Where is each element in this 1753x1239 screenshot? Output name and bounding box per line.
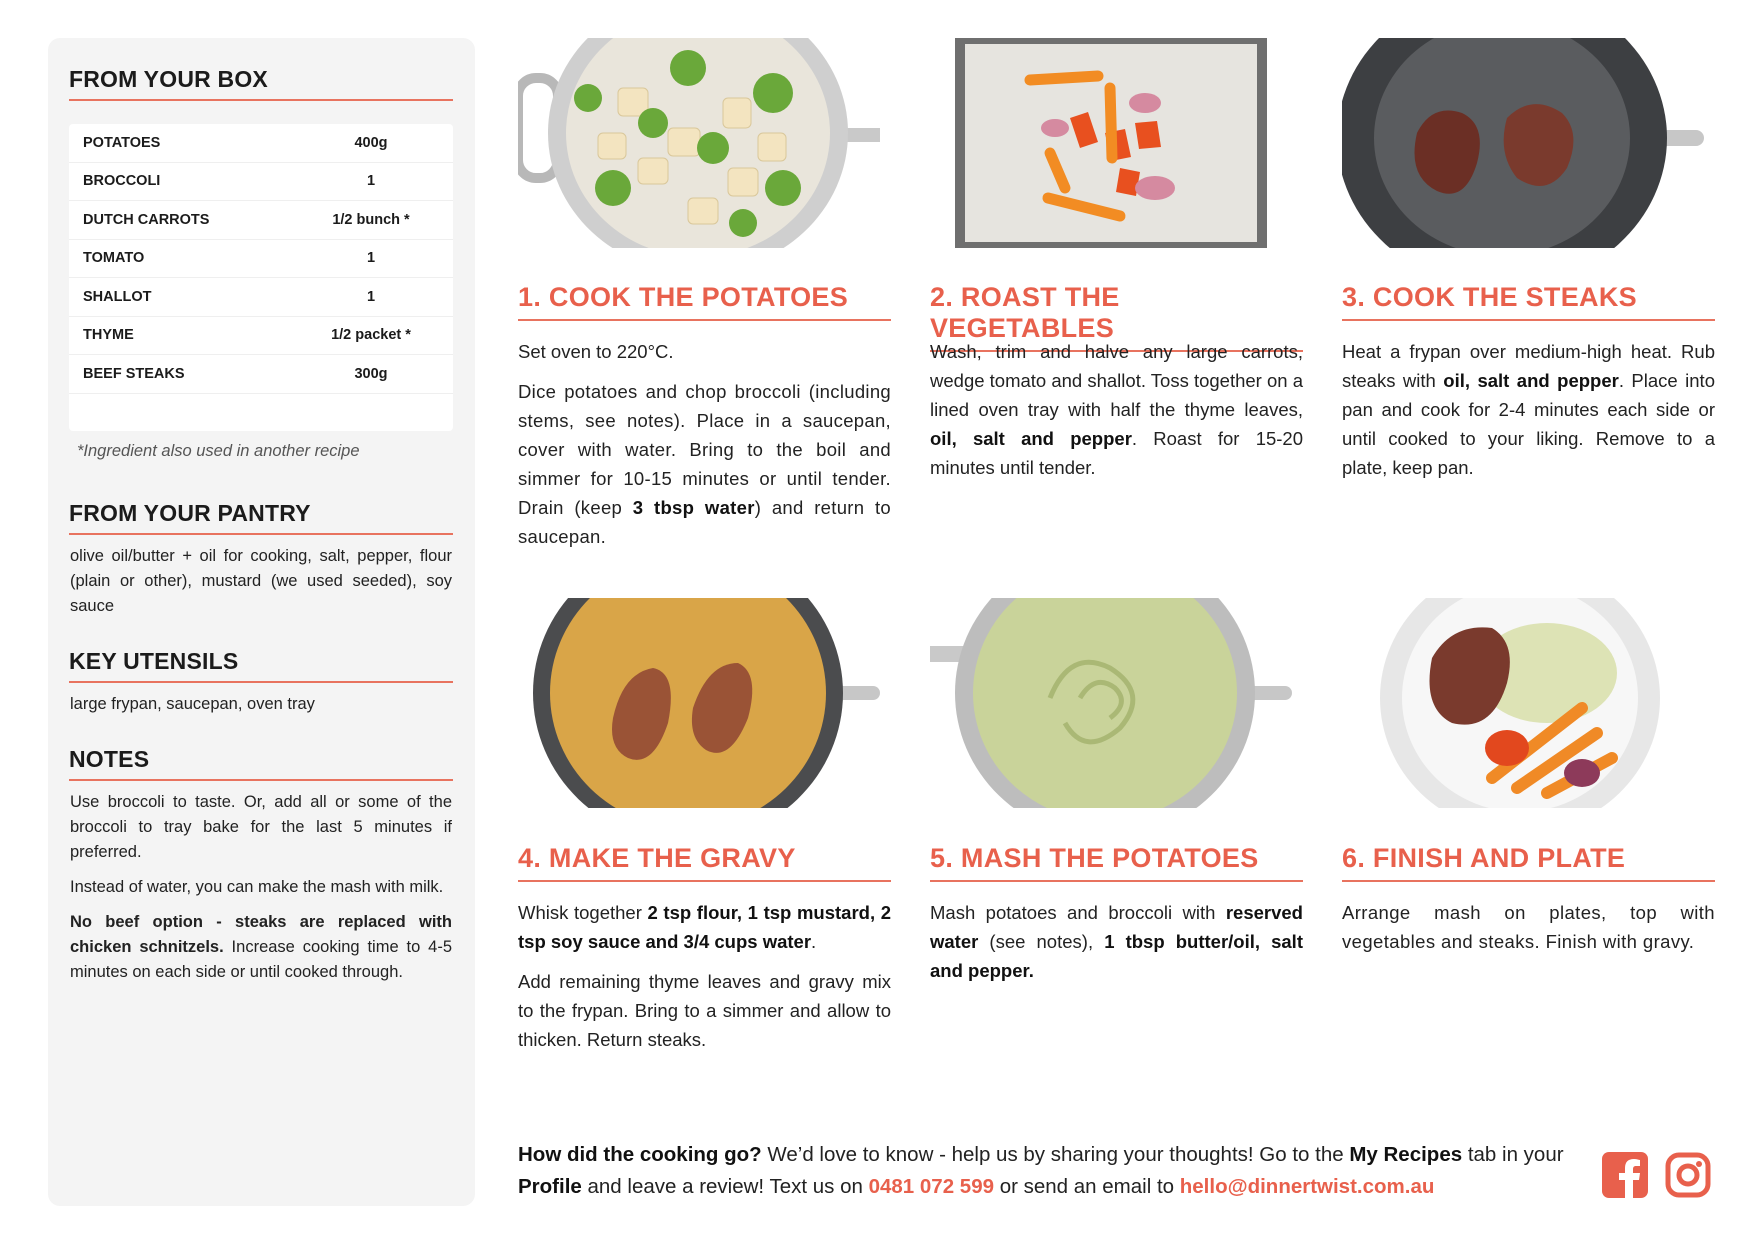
my-recipes-label: My Recipes xyxy=(1349,1143,1463,1166)
ingredient-row xyxy=(69,317,453,356)
ingredient-qty: 300g xyxy=(354,365,388,382)
step-text: (see notes), xyxy=(978,931,1105,952)
from-your-box-heading: FROM YOUR BOX xyxy=(69,66,453,101)
step-text: Mash potatoes and broccoli with xyxy=(930,902,1226,923)
ingredient-qty: 1 xyxy=(366,250,376,267)
step-text: Wash, trim and halve any large carrots, wedge tomato and shallot. Toss together on a lined oven tray with half the thyme leaves, xyxy=(930,341,1303,420)
step-1-body xyxy=(518,337,891,562)
utensils-text: large frypan, saucepan, oven tray xyxy=(70,695,315,713)
ingredient-name: THYME xyxy=(83,327,134,344)
step-bold: 1 tbsp butter/oil, salt and pepper. xyxy=(930,931,1303,981)
notes-text xyxy=(70,790,452,995)
ingredient-row xyxy=(69,124,453,163)
footer-text: We’d love to know - help us by sharing your thoughts! Go to the xyxy=(761,1143,1350,1166)
step-3-paragraph xyxy=(1342,337,1715,482)
ingredient-name: BROCCOLI xyxy=(83,173,161,190)
step-6-paragraph: Arrange mash on plates, top with vegetables and steaks. Finish with gravy. xyxy=(1342,902,1715,952)
footer-text: and leave a review! Text us on xyxy=(581,1175,869,1198)
step-5-body xyxy=(930,898,1303,996)
step-2-photo xyxy=(930,38,1292,248)
step-text: ) and return to saucepan. xyxy=(518,497,892,547)
step-1-photo xyxy=(518,38,880,248)
step-text: . Roast for 15-20 minutes until tender. xyxy=(930,428,1304,478)
ingredient-qty: 1/2 packet * xyxy=(331,327,411,344)
ingredients-table xyxy=(69,124,453,431)
step-5-photo xyxy=(930,598,1292,808)
ingredient-note: *Ingredient also used in another recipe xyxy=(77,442,360,460)
ingredient-row xyxy=(69,163,453,202)
ingredient-row xyxy=(69,278,453,317)
step-4-body xyxy=(518,898,891,1065)
ingredient-qty: 1 xyxy=(366,288,376,305)
profile-label: Profile xyxy=(518,1175,582,1198)
step-3-body xyxy=(1342,337,1715,493)
ingredient-name: POTATOES xyxy=(83,134,161,151)
step-5-title: 5. MASH THE POTATOES xyxy=(930,843,1303,882)
ingredient-name: DUTCH CARROTS xyxy=(83,211,210,228)
footer-text: or send an email to xyxy=(994,1175,1180,1198)
note-paragraph: Instead of water, you can make the mash with milk. xyxy=(70,878,444,896)
step-1-paragraph: Set oven to 220°C. xyxy=(518,341,674,362)
note-paragraph: Use broccoli to taste. Or, add all or some of the broccoli to tray bake for the last 5 minutes if preferred. xyxy=(70,793,452,861)
step-text: Whisk together xyxy=(518,902,648,923)
step-bold: 3 tbsp water xyxy=(632,497,755,518)
step-text: . Place into pan and cook for 2-4 minutes each side or until cooked to your liking. Remove to a plate, keep pan. xyxy=(1342,370,1715,478)
ingredient-row xyxy=(69,201,453,240)
step-4-paragraph xyxy=(518,898,891,956)
step-6-title: 6. FINISH AND PLATE xyxy=(1342,843,1715,882)
facebook-icon[interactable] xyxy=(1602,1152,1648,1198)
footer-text: tab in your xyxy=(1462,1143,1564,1166)
footer-question: How did the cooking go? xyxy=(518,1143,762,1166)
ingredient-qty: 400g xyxy=(354,134,388,151)
step-1-title: 1. COOK THE POTATOES xyxy=(518,282,891,321)
step-2-paragraph xyxy=(930,337,1303,482)
ingredient-row xyxy=(69,355,453,394)
utensils-heading: KEY UTENSILS xyxy=(69,648,453,683)
ingredient-name: TOMATO xyxy=(83,250,145,267)
step-4-title: 4. MAKE THE GRAVY xyxy=(518,843,891,882)
step-text: Dice potatoes and chop broccoli (including stems, see notes). Place in a saucepan, cover with water. Bring to the boil and simmer for 10-15 minutes or until tender. Drain (keep xyxy=(518,381,891,518)
pantry-heading: FROM YOUR PANTRY xyxy=(69,500,453,535)
feedback-footer xyxy=(518,1139,1578,1203)
ingredient-qty: 1/2 bunch * xyxy=(332,211,410,228)
pantry-text: olive oil/butter + oil for cooking, salt, pepper, flour (plain or other), mustard (we used seeded), soy sauce xyxy=(70,547,452,615)
step-bold: reserved water xyxy=(930,902,1303,952)
ingredient-name: BEEF STEAKS xyxy=(83,365,185,382)
step-6-body xyxy=(1342,898,1715,967)
ingredient-name: SHALLOT xyxy=(83,288,152,305)
step-bold: oil, salt and pepper xyxy=(930,428,1132,449)
step-bold: oil, salt and pepper xyxy=(1443,370,1619,391)
ingredient-row xyxy=(69,240,453,279)
ingredient-qty: 1 xyxy=(366,173,376,190)
step-2-body xyxy=(930,337,1303,493)
email-link[interactable]: hello@dinnertwist.com.au xyxy=(1179,1175,1435,1198)
note-paragraph xyxy=(70,910,452,985)
instagram-icon[interactable] xyxy=(1665,1152,1711,1198)
step-4-paragraph: Add remaining thyme leaves and gravy mix to the frypan. Bring to a simmer and allow to thicken. Return steaks. xyxy=(518,971,891,1050)
step-bold: 2 tsp flour, 1 tsp mustard, 2 tsp soy sauce and 3/4 cups water xyxy=(518,902,891,952)
step-5-paragraph xyxy=(930,898,1303,985)
step-text: Heat a frypan over medium-high heat. Rub steaks with xyxy=(1342,341,1715,391)
ingredients-sidebar xyxy=(48,38,475,1206)
step-3-photo xyxy=(1342,38,1704,248)
step-2-title: 2. ROAST THE VEGETABLES xyxy=(930,282,1303,352)
step-1-paragraph xyxy=(518,377,891,551)
note-bold: No beef option - steaks are replaced with chicken schnitzels. xyxy=(70,913,452,956)
step-6-photo xyxy=(1342,598,1704,808)
phone-number[interactable]: 0481 072 599 xyxy=(868,1175,994,1198)
note-text: Increase cooking time to 4-5 minutes on each side or until cooked through. xyxy=(70,938,452,981)
notes-heading: NOTES xyxy=(69,746,453,781)
step-text: . xyxy=(811,931,817,952)
step-4-photo xyxy=(518,598,880,808)
step-3-title: 3. COOK THE STEAKS xyxy=(1342,282,1715,321)
